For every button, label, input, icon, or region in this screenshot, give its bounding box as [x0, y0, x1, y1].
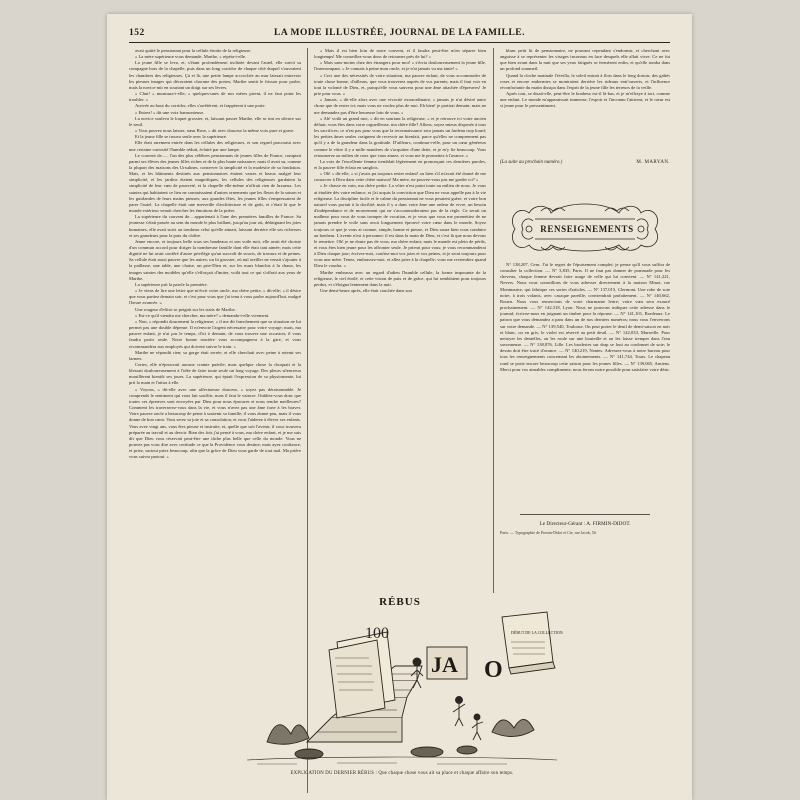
director-signature: Le Directeur-Gérant : A. FIRMIN-DIDOT.	[539, 521, 631, 527]
paragraph: La novice souleva le loquet grossier, et, laissant passer Marthe, elle se tint en silence sur le seuil.	[129, 115, 301, 127]
paragraph: « Est-ce qu'il viendra me chercher, ma mère? » demanda-t-elle vivement.	[135, 312, 270, 318]
signature-divider	[520, 514, 650, 515]
renseignements-column	[500, 262, 670, 507]
paragraph: Marthe embrassa avec un regard d'adieu l'humble cellule, la forme imposante de la religieuse, le ciel étoilé, et cette vision de paix et de grâce, qui lui semblaient pour toujours perdus, et s'éloigna lentement dans la nuit.	[314, 269, 486, 287]
paragraph: Arrivée au bout du corridor, elles s'arrêtèrent, et frappèrent à une porte.	[135, 103, 266, 109]
to-be-continued: (La suite au prochain numéro.)	[500, 160, 563, 165]
paragraph: Jeune encore, et toujours belle sous ses bandeaux et son voile noir, elle avait été choisie d'un commun accord pour diriger la nombreuse famille dont elle était tant aimée; mais cette dignité ne lui avait conféré d'autre privilège qu'un surcroît de soucis, de travaux et de peines. Sa cellule était aussi pauvre que les autres; un lit grossier, où nul oreiller ne venait s'ajouter à la paillasse, une table, une chaise, un prie-Dieu et, sur les murs blanchis à la chaux, les images saintes des modèles qu'elle s'efforçait d'imiter, voilà tout ce qui s'offrait aux yeux de Marthe.	[129, 238, 301, 281]
column-divider-right	[493, 48, 494, 593]
paragraph: « Jamais, » dit-elle alors avec une vivacité extraordinaire, « jamais je n'ai désiré autre chose que de rester ici; mais vous ne voulez plus de moi. Eh bien! je partirai demain; mais ne me demandez pas d'être heureuse loin de vous. »	[314, 97, 486, 115]
rebus-illustration	[237, 592, 567, 767]
paragraph: « Mais il est bien loin de notre couvent, et il faudra peut-être m'en séparer bien longtemps! Me conseillez-vous donc de retourner près de lui? »	[314, 48, 486, 60]
paragraph: La supérieure prit la parole la première.	[135, 281, 208, 287]
paragraph: Quand la cloche matinale l'éveilla, le soleil entrait à flots dans le long dortoir, des gaîtés roses et encore endormies se montraient derrière les rideaux entr'ouverts, et l'influence réconfortante du matin dissipa dans l'esprit de la jeune fille les terreurs de la veille.	[500, 72, 670, 90]
paragraph: « Je viens de lire une lettre que m'écrit votre oncle, ma chère petite, » dit-elle; « il désire que vous partiez demain soir, et c'est pour vous que j'ai tenu à vous parler aujourd'hui, malgré l'heure avancée. »	[129, 288, 301, 306]
paragraph: « Mais sans-moins chez des étrangers pour moi! » s'écria douloureusement la jeune fille, l'interrompant. « Je connais à peine mon oncle, et je n'ai jamais vu ma tante! »	[314, 60, 486, 72]
paragraph: « Je chasse en vain, ma chère petite. La vôtre n'est point toute au milieu de nous. Je vous ai étudiée dès votre enfance, et j'ai acquis la conviction que Dieu ne vous appelle pas à la vie religieuse. La discipline facile et le calme du pensionnat ne vous pesaient guère, et votre bon naturel vous portait à la docilité; mais il y a dans votre âme une ardeur de vivre, un besoin d'indépendance et de mouvement qui ne s'accommoderaient pas de la règle. Ce serait un malheur pour vous de vous tromper de vocation, et je veux que vous me promettiez de ne jamais prendre le voile sans avoir longuement éprouvé votre cœur dans le monde. Soyez toujours ce que je vous ai connue, simple, bonne et pieuse, et Dieu saura bien vous conduire au bonheur. L'avenir n'est à personne; il est dans la main de Dieu, et c'est là que nous devons le remettre. Oh! je ne doute pas de vous, ma chère enfant; mais le monde est plein de périls, et vous êtes bien jeune pour les affronter seule. Je prierai pour vous; je vous recommanderai à Dieu chaque jour; écrivez-moi, confiez-moi vos joies et vos peines, et je serai toujours pour vous une mère. Tenez, embrassez-moi, et allez prier à la chapelle; vous me reviendrez quand Dieu le voudra. »	[314, 183, 486, 269]
paragraph: « Chut! » murmura-t-elle; « quelques-unes de nos mères prient, il ne faut point les troubler. »	[129, 91, 301, 103]
paragraph: « La mère supérieure vous demande, Marthe, » répéta-t-elle.	[135, 54, 247, 60]
printer-imprint: Paris. — Typographie de Firmin-Didot et Cie, rue Jacob, 56.	[500, 530, 597, 535]
article-column-middle	[314, 48, 486, 543]
rebus-book-label: DÉBUT DE LA COLLECTION	[511, 630, 563, 635]
paragraph: N° 138,207, Cern. J'ai le regret de l'épuisement complet; je pense qu'il vous suffira de consulter la collection. — N° 3,835, Paris. Il ne faut pas donner de pommade pour les cheveux, chaque femme devrait faire usage de celle qui lui convient. — N° 141,221, Nevers. Nous vous conseillons de vous adresser directement à la maison Minot, rue Montmartre, qui fabrique ces sortes d'articles. — N° 137,015, Clermont. Une robe de soie noire, à trois volants, avec casaque pareille, conviendrait parfaitement. — N° 140,662, Rouen. Nous vous remercions de votre charmante lettre; votre vœu sera exaucé prochainement. — N° 142,318, Lyon. Nous ne pouvons indiquer cette adresse dans le journal; écrivez-nous en joignant un timbre pour la réponse. — N° 141,101, Bordeaux. Le patron que vous demandez a paru dans un de nos derniers numéros; nous vous l'enverrons sur votre demande. — N° 139,540, Toulouse. On peut porter le deuil de demi-saison en noir et blanc, ou en gris; le violet est réservé au petit deuil. — N° 142,033, Marseille. Pour nettoyer les dentelles, on les roule sur une bouteille et on les laisse tremper dans l'eau savonneuse. — N° 138,876, Lille. Les broderies sur drap se font au cordonnet de soie; le dessin doit être tracé d'avance. — N° 140,219, Nantes. Adressez-vous à notre bureau pour tous les renseignements concernant les abonnements. — N° 141,744, Tours. Le chapeau rond se porte encore beaucoup cette saison pour les jeunes filles. — N° 139,065, Amiens. Merci pour vos aimables compliments; nous ferons notre possible pour satisfaire votre désir.	[500, 262, 670, 372]
paragraph: Marthe ne répondit rien; sa gorge était serrée, et elle cherchait avec peine à retenir ses larmes.	[129, 349, 301, 361]
journal-title: LA MODE ILLUSTRÉE, JOURNAL DE LA FAMILLE.	[273, 28, 525, 38]
rebus-number-100: 100	[365, 625, 389, 642]
paragraph: blanc petit lit de pensionnaire, ne pouvant cependant s'endormir, et cherchant avec angoisse à se représenter les visages inconnus en face desquels elle allait vivre. Ce ne fut que bien avant dans la nuit que ses yeux fatigués se fermèrent enfin, et qu'elle tomba dans un profond sommeil.	[500, 48, 670, 72]
paragraph: La supérieure du couvent de... appartenait à l'une des premières familles de France. Sa jeunesse s'était passée au sein du monde le plus brillant, jusqu'au jour où, dédaignant les joies humaines, elle avait suivi au tombeau celui qu'elle aimait, laissant derrière elle ses richesses et ses grandeurs pour la paix du cloître.	[129, 214, 301, 238]
renseignements-banner	[505, 199, 665, 254]
article-column-right-top	[500, 48, 670, 158]
paragraph: Elle était rarement entrée dans les cellules des religieuses, et son regard parcourut avec une certaine curiosité l'humble réduit, éclairé par une lampe.	[129, 140, 301, 152]
paragraph: « Ceci une des nécessités de votre situation, ma pauvre enfant, de vous accommoder de toute chose bonne, d'ailleurs, que vous trouverez auprès de vos parents; mais il faut voir en tout la volonté de Dieu, et, puisqu'elle vous sauvera pour une âme attachée d'épreuves! Je prie pour vous. »	[314, 72, 486, 97]
author-name: M. MARYAN.	[636, 160, 670, 165]
paragraph: « Non, » répondit doucement la religieuse; « il me dit franchement que sa situation ne lui permet pas une double dépense. Il m'envoie l'argent nécessaire pour votre voyage; mais, ma pauvre enfant, je n'ai pas le temps, d'ici à demain, de vous trouver une occasion; il vous faudra partir seule. Notre bonne tourière vous accompagnera à la gare, et vous recommandera aux employés qui doivent suivre le train. »	[129, 318, 301, 349]
rebus-title: RÉBUS	[379, 596, 421, 608]
paragraph: Et la jeune fille se trouva seule avec la supérieure.	[135, 134, 228, 140]
paragraph: Certes, elle n'éprouvait aucune crainte puérile; mais quelque chose la choquait et la blessait douloureusement à l'idée de faire toute seule un long voyage. Des pleurs silencieux mouillèrent bientôt ses joues. La supérieure, qui épiait l'expression de sa physionomie, lui prit la main et l'attira à elle.	[129, 361, 301, 386]
paragraph: « Oh! » dit-elle, « si j'avais pu toujours rester enfant! ou bien s'il m'avait été donné de me consacrer à Dieu dans cette chère maison! Ma mère, ne pouvez-vous pas me garder ici? »	[314, 171, 486, 183]
rebus-letter-o: O	[484, 657, 503, 683]
page-number: 152	[129, 28, 145, 38]
paragraph: Une rougeur d'effroi se peignit sur les traits de Marthe.	[135, 306, 236, 312]
rebus-caption: EXPLICATION DU DERNIER RÉBUS : Que chaque chose vous ait sa place et chaque affaire son temps.	[290, 771, 514, 776]
renseignements-title: RENSEIGNEMENTS	[540, 224, 634, 234]
paragraph: « Ah! voilà un grand mot, » dit en souriant la religieuse, « et je retrouve ici votre ancien défaut; vous êtes dans votre orgueilleuse, ma chère fille? Allons, soyez mieux disposée à tous les sacrifices; ce n'est pas pour vous que la reconnaissance sera jamais un fardeau trop lourd; les petites âmes seules craignent de recevoir un bienfait, parce qu'elles ne comprennent pas qu'il y a de la grandeur dans la gratitude. D'ailleurs, continua-t-elle, pour un cœur généreux comme le vôtre il y a mille manières de s'acquitter d'une dette, et je m'y fie beaucoup. Vous retournerez au milieu de ceux que vous aimez, et vous me le promettez à l'avance. »	[314, 115, 486, 158]
paragraph: Le couvent de....., l'un des plus célèbres pensionnats de jeunes filles de France, comptait parmi ses élèves des jeunes filles riches et de la plus haute naissance; mais il avait su, comme la plupart des maisons des Ursulines, conserver la simplicité et la modestie de sa fondation. Mais, et les bâtiments destinés aux pensionnaires étaient vastes et beaux malgré leur simplicité, et les jardins étaient magnifiques, les cellules des religieuses gardaient la simplicité de leur vœu de pauvreté, et la chapelle elle-même n'offrait rien de luxueux. Les saintes qui habitaient ce lieu ne connaissaient d'autres ornements que les fleurs de la saison et les guirlandes de leurs mains pieuses; aux grandes fêtes, les jeunes filles s'empressaient de parer l'autel. La chapelle était une merveille d'architecture et de goût, et c'était là que le monde extérieur venait chercher les émotions de la prière.	[129, 152, 301, 214]
paragraph: Après tout, se disait-elle, peut-être le bonheur est-il là-bas, et je m'effraye à tort, comme une enfant. Le monde m'apparaissait immense, l'espoir et l'inconnu l'attirent, et le cœur est si jeune pour le pressentiment.	[500, 91, 670, 109]
paragraph: La voix de l'excellente femme tremblait légèrement en prononçant ces dernières paroles, et la pauvre fille éclata en sanglots.	[314, 158, 486, 170]
paragraph: Une demi-heure après, elle était couchée dans son	[320, 288, 412, 294]
paragraph: « Entrez! » dit une voix harmonieuse.	[135, 109, 205, 115]
rebus-letters-ja: JA	[431, 652, 458, 677]
signature-block	[500, 514, 670, 535]
paragraph: « Vous pouvez nous laisser, sœur Rose, » dit avec douceur la même voix pure et grave.	[135, 128, 295, 134]
paragraph: La jeune fille se leva, et, s'étant profondément inclinée devant l'autel, elle suivit sa compagne hors de la chapelle, puis dans un long corridor de chaque côté duquel s'ouvraient les chambres des religieuses. Çà et là, une petite lampe accrochée au mur laissait entrevoir les pieuses images qui décoraient chacune des portes; Marthe sentit le frisson pour parler, mais la novice mit en souriant un doigt sur ses lèvres.	[129, 60, 301, 90]
paragraph: « Voyons, » dit-elle avec une affectueuse douceur, « soyez pas déraisonnable. Je comprends le sentiment qui vous fait souffrir, mais il faut le vaincre. Oubliez-vous donc que toutes ces épreuves sont envoyées par Dieu pour nous éprouver et nous rendre meilleures? Comment les traverserez-vous dans la vie, et vous n'avez pas une âme forte à les braver. Votre pauvre oncle a beaucoup de peine à soutenir sa famille; il vous donne peu, mais il vous donne de bon cœur. Vous serez sa joie et sa consolation, et vous l'aiderez à élever ses enfants. Vous avez vingt ans, vous êtes pieuse et instruite, et, quelle que soit l'avenir, il vous trouvera préparée au travail et au devoir. Bien des fois j'ai pensé à vous, ma chère enfant, et je me suis dit que Dieu vous réservait peut-être une tâche plus belle que celle du monde. Vous ne pouvez pas vous dire avec certitude ce que la Providence vous destine; mais ayez confiance, et priez, surtout priez beaucoup, afin que la grâce de Dieu vous garde de tout mal. Ma prière vous suivra partout. »	[129, 386, 301, 460]
page-header	[129, 24, 670, 43]
paragraph: avait quitté le pensionnat pour la cellule étroite de la religieuse.	[135, 48, 252, 53]
newspaper-page	[107, 14, 692, 800]
